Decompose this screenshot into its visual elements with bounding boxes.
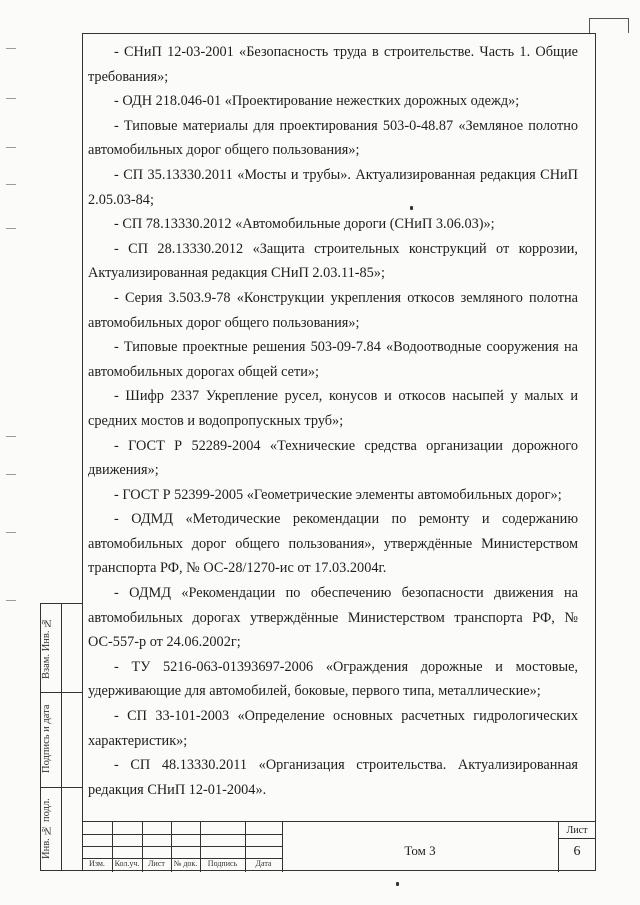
- reference-item: - Серия 3.503.9-78 «Конструкции укрепления откосов земляного полотна автомобильных дорог общего пользования»;: [88, 289, 578, 331]
- reference-item: - Шифр 2337 Укрепление русел, конусов и откосов насыпей у малых и средних мостов и водопропускных труб»;: [88, 388, 578, 429]
- sheet-cell: [558, 822, 596, 872]
- corner-stamp: [589, 18, 629, 33]
- edge-mark: [6, 98, 16, 99]
- side-stamp-vzam-inv: Взам. Инв. №: [41, 616, 52, 680]
- reference-item: - СНиП 12-03-2001 «Безопасность труда в строительстве. Часть 1. Общие требования»;: [88, 44, 578, 85]
- edge-mark: [6, 474, 16, 475]
- side-stamp-row-divider: [41, 692, 82, 693]
- edge-mark: [6, 184, 16, 185]
- sheet-number: 6: [573, 844, 581, 859]
- side-stamp-podpis-data: Подпись и дата: [41, 704, 52, 774]
- reference-item: - Типовые проектные решения 503-09-7.84 «Водоотводные сооружения на автомобильных дорогах общей сети»;: [88, 339, 578, 380]
- edge-mark: [6, 436, 16, 437]
- edge-mark: [6, 48, 16, 49]
- title-block: [82, 821, 596, 872]
- header-podpis: Подпись: [207, 859, 238, 868]
- reference-item: - ТУ 5216-063-01393697-2006 «Ограждения дорожные и мостовые, удерживающие для автомобилей, боковые, первого типа, металлические»;: [88, 658, 578, 700]
- edge-mark: [6, 532, 16, 533]
- side-stamp-row-divider: [41, 787, 82, 788]
- header-nom-dok: № док.: [173, 859, 198, 868]
- header-kol-uch: Кол.уч.: [114, 859, 140, 868]
- title-block-center: [282, 822, 558, 872]
- reference-item: - Типовые материалы для проектирования 503-0-48.87 «Земляное полотно автомобильных дорог общего пользования»;: [88, 117, 578, 159]
- reference-item: - СП 28.13330.2012 «Защита строительных конструкций от коррозии, Актуализированная редакция СНиП 2.03.11-85»;: [88, 240, 578, 282]
- reference-item: - СП 48.13330.2011 «Организация строительства. Актуализированная редакция СНиП 12-01-2004».: [88, 757, 578, 798]
- edge-mark: [6, 147, 16, 148]
- reference-item: - ОДМД «Методические рекомендации по ремонту и содержанию автомобильных дорог общего пользования», утверждённые Министерством транспорта РФ, № ОС-28/1270-ис от 17.03.2004г.: [88, 511, 578, 577]
- reference-item: - СП 78.13330.2012 «Автомобильные дороги (СНиП 3.06.03)»;: [114, 216, 495, 233]
- scan-speck: [396, 882, 399, 886]
- header-izm: Изм.: [89, 859, 105, 868]
- scan-speck: [410, 206, 413, 210]
- header-list: Лист: [148, 859, 165, 868]
- edge-mark: [6, 600, 16, 601]
- reference-item: - ГОСТ Р 52289-2004 «Технические средства организации дорожного движения»;: [88, 437, 578, 479]
- reference-item: - СП 35.13330.2011 «Мосты и трубы». Актуализированная редакция СНиП 2.05.03-84;: [88, 166, 578, 208]
- sheet-label: Лист: [566, 825, 588, 836]
- side-stamp-inv-podl: Инв. № подл.: [41, 798, 52, 860]
- reference-item: - ОДМД «Рекомендации по обеспечению безопасности движения на автомобильных дорогах утверждённые Министерством транспорта РФ, № ОС-557-р от 24.06.2002г;: [88, 585, 578, 651]
- document-body: [88, 40, 578, 802]
- volume-label: Том 3: [404, 843, 436, 858]
- header-data: Дата: [255, 859, 272, 868]
- edge-mark: [6, 228, 16, 229]
- reference-item: - ГОСТ Р 52399-2005 «Геометрические элементы автомобильных дорог»;: [114, 486, 562, 503]
- reference-item: - ОДН 218.046-01 «Проектирование нежестких дорожных одежд»;: [114, 93, 520, 110]
- reference-item: - СП 33-101-2003 «Определение основных расчетных гидрологических характеристик»;: [88, 708, 578, 749]
